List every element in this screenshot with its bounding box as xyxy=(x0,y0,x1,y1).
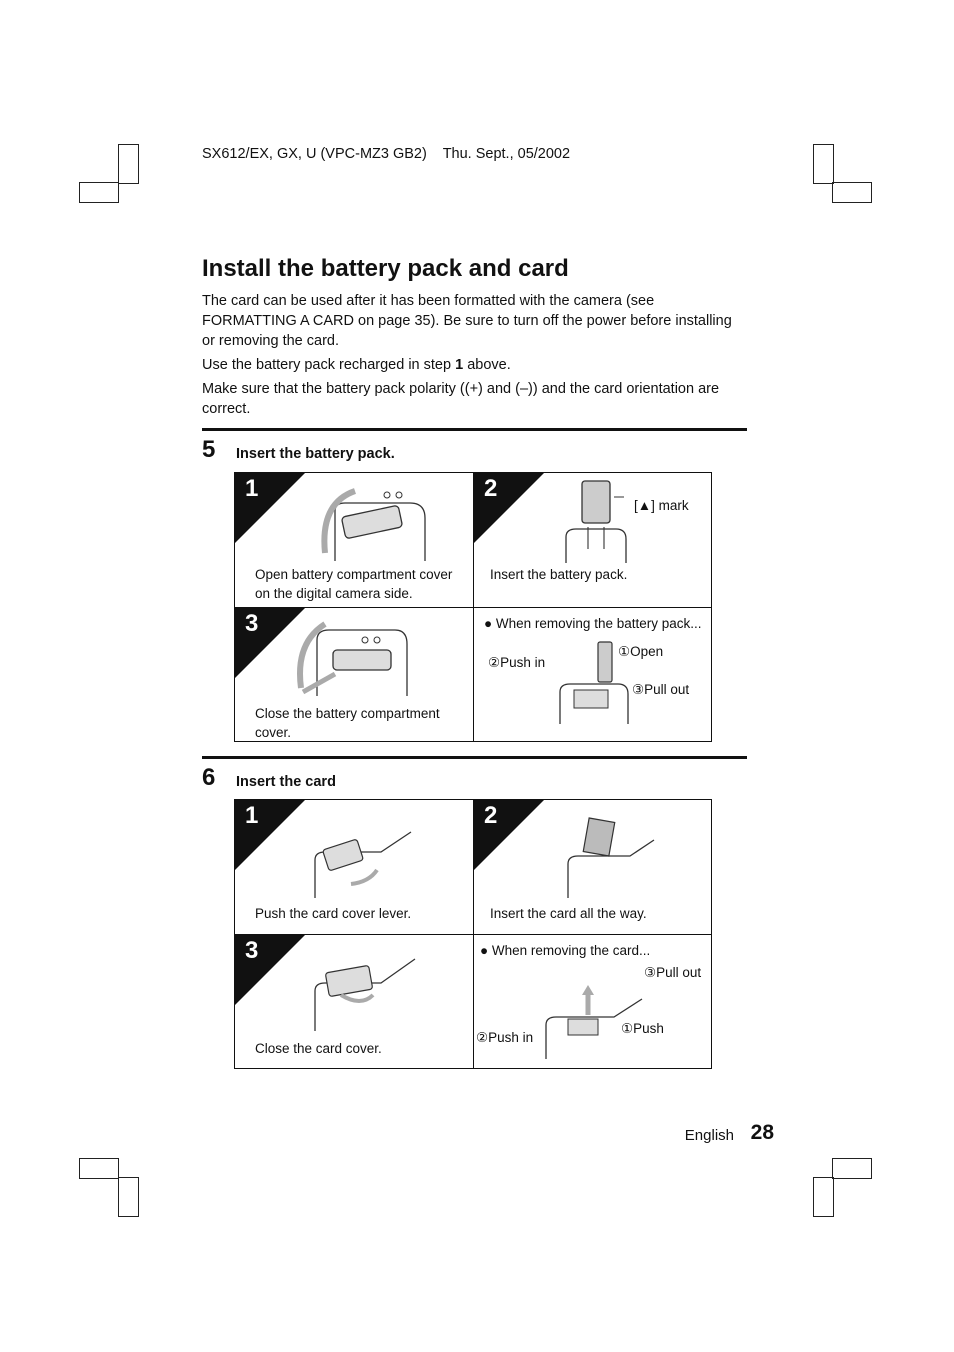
step-6-title: Insert the card xyxy=(236,774,336,790)
print-header xyxy=(202,146,570,162)
battery-insert-illustration xyxy=(564,479,634,563)
crop-mark xyxy=(118,1177,139,1217)
card-panel-3-caption: Close the card cover. xyxy=(255,1041,382,1056)
battery-panel-1-caption: Open battery compartment cover on the digital camera side. xyxy=(255,567,453,601)
battery-open-label: ①Open xyxy=(618,644,664,659)
step-5-number: 5 xyxy=(202,436,216,463)
intro-paragraph-1: The card can be used after it has been formatted with the camera (see FORMATTING A CARD on page 35). Be sure to turn off the power before installing or removing the card. xyxy=(202,293,732,349)
step-5-title: Insert the battery pack. xyxy=(236,446,395,462)
crop-mark xyxy=(79,182,119,203)
battery-removal-title: ● When removing the battery pack... xyxy=(484,616,702,631)
card-removal-illustration xyxy=(544,979,644,1059)
camera-battery-cover-open-illustration xyxy=(315,483,445,563)
card-panel-1-caption: Push the card cover lever. xyxy=(255,906,412,921)
crop-mark xyxy=(832,182,872,203)
card-removal-title: ● When removing the card... xyxy=(480,943,651,958)
battery-pull-out-label: ③Pull out xyxy=(632,682,690,697)
card-push-label: ①Push xyxy=(621,1021,664,1036)
step-6-number: 6 xyxy=(202,764,216,791)
card-panel-1: 1 Push the card cover lever. xyxy=(235,800,473,934)
battery-panel-2-caption: Insert the battery pack. xyxy=(490,567,628,582)
card-cover-lever-illustration xyxy=(311,822,421,898)
section-rule xyxy=(202,428,747,431)
card-insert-illustration xyxy=(566,816,656,898)
card-cover-close-illustration xyxy=(311,951,421,1031)
header-doc-id: SX612/EX, GX, U (VPC-MZ3 GB2) xyxy=(202,146,427,162)
crop-mark xyxy=(79,1158,119,1179)
step-6-panel-grid xyxy=(234,799,712,1069)
intro-paragraph-2: Use the battery pack recharged in step 1 above. xyxy=(202,357,511,373)
card-panel-2: 2 Insert the card all the way. xyxy=(473,800,711,934)
page-title: Install the battery pack and card xyxy=(202,255,569,282)
battery-panel-3: 3 Close the battery compartment cover. xyxy=(235,607,473,741)
battery-mark-label: [▲] mark xyxy=(634,498,689,513)
card-removal-panel xyxy=(473,934,711,1068)
crop-mark xyxy=(813,144,834,184)
battery-panel-1: 1 Open battery compartment cover on the digital camera side. xyxy=(235,473,473,607)
card-panel-2-caption: Insert the card all the way. xyxy=(490,906,647,921)
step-reference: 1 xyxy=(455,357,464,373)
crop-mark xyxy=(813,1177,834,1217)
crop-mark xyxy=(118,144,139,184)
camera-battery-cover-close-illustration xyxy=(295,618,415,698)
footer-language: English xyxy=(684,1127,734,1144)
page-number: 28 xyxy=(750,1121,774,1144)
step-5-panel-grid xyxy=(234,472,712,742)
header-date: Thu. Sept., 05/2002 xyxy=(442,146,571,162)
battery-panel-3-caption: Close the battery compartment cover. xyxy=(255,706,440,740)
section-rule xyxy=(202,756,747,759)
battery-push-in-label: ②Push in xyxy=(488,655,546,670)
card-push-in-label: ②Push in xyxy=(476,1030,534,1045)
battery-removal-panel xyxy=(473,607,711,741)
battery-panel-2: 2 [▲] mark Insert the battery pack. xyxy=(473,473,711,607)
intro-paragraph-3: Make sure that the battery pack polarity ((+) and (–)) and the card orientation are correct. xyxy=(202,381,720,417)
card-pull-out-label: ③Pull out xyxy=(644,965,702,980)
crop-mark xyxy=(832,1158,872,1179)
card-panel-3: 3 Close the card cover. xyxy=(235,934,473,1068)
